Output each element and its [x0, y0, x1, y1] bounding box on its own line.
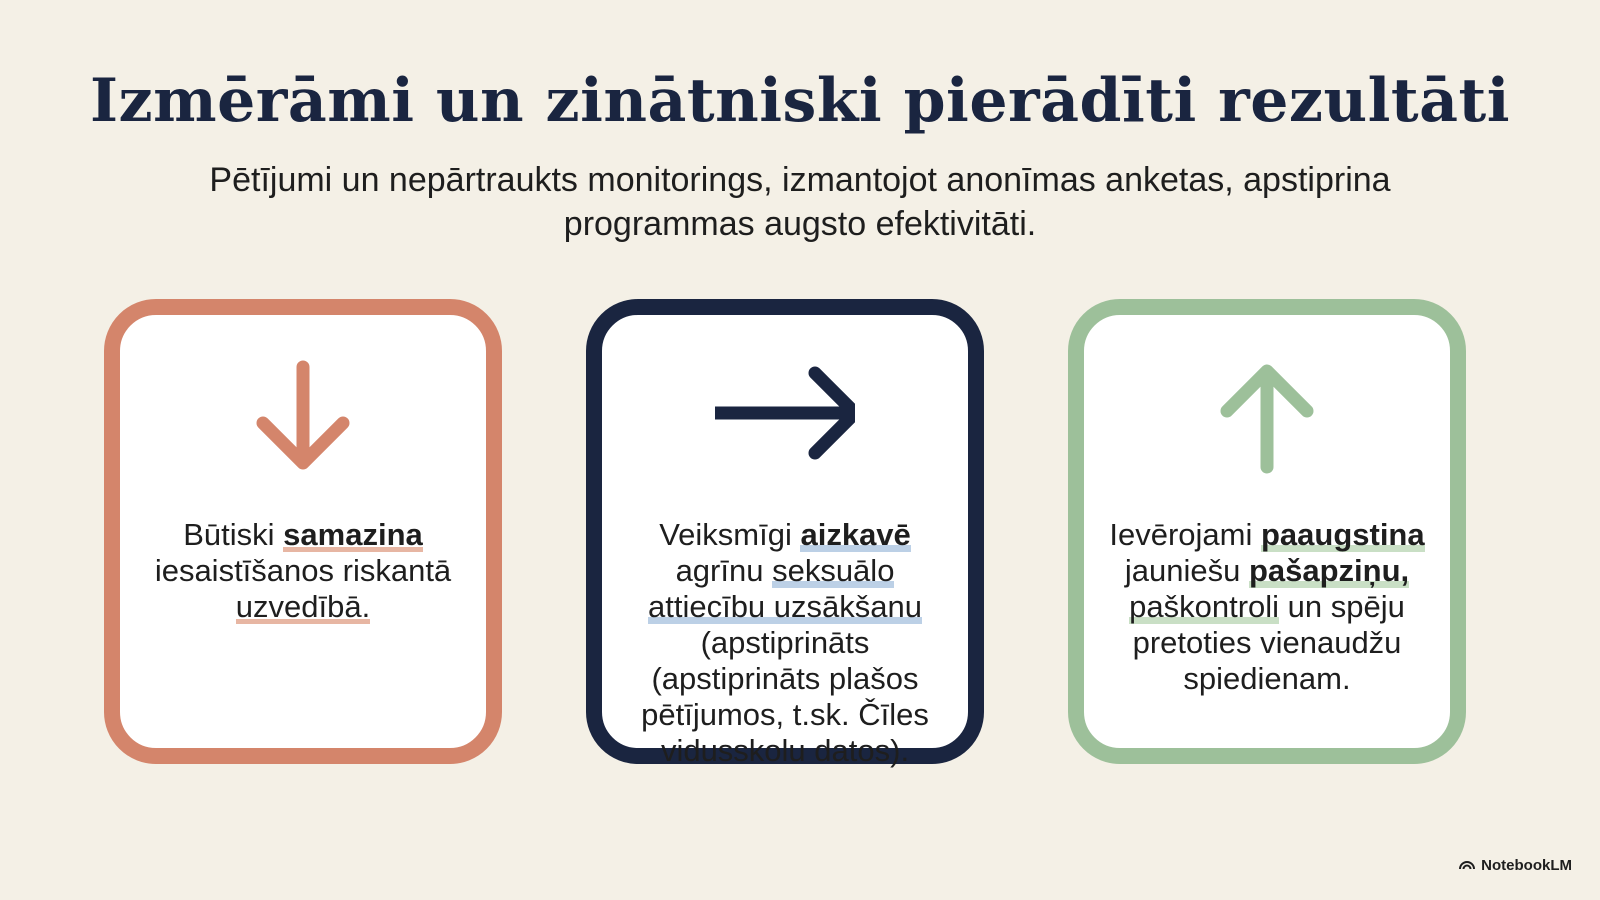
highlight-text: paškontroli: [1129, 589, 1280, 624]
text-segment: agrīnu: [675, 553, 773, 588]
text-segment: (apstiprināts (apstiprināts plašos pētījumos, t.sk. Čīles vidusskolu datos).: [641, 625, 929, 768]
notebooklm-logo-icon: [1459, 857, 1475, 874]
highlight-text: aizkavē: [800, 517, 911, 552]
text-segment: iesaistīšanos riskantā: [154, 553, 452, 588]
highlight-text: uzvedībā.: [235, 589, 371, 624]
text-segment: Ievērojami: [1109, 517, 1261, 552]
text-segment: Veiksmīgi: [659, 517, 801, 552]
card-text: [1106, 517, 1428, 697]
card-self-esteem: [1068, 299, 1466, 764]
highlight-text: samazina: [283, 517, 423, 552]
page-title: Izmērāmi un zinātniski pierādīti rezultāti: [89, 66, 1511, 136]
arrow-down-icon: [233, 345, 373, 485]
highlight-text: pašapziņu,: [1248, 553, 1410, 588]
brand-label: NotebookLM: [1481, 857, 1572, 874]
arrow-right-icon: [715, 345, 855, 485]
arrow-up-icon: [1197, 345, 1337, 485]
card-risk-reduction: [104, 299, 502, 764]
page-subtitle: Pētījumi un nepārtraukts monitorings, izmantojot anonīmas anketas, apstiprina programmas augsto efektivitāti.: [209, 161, 1391, 243]
highlight-text: paaugstina: [1260, 517, 1425, 552]
text-segment: Būtiski: [183, 517, 284, 552]
text-segment: jauniešu: [1124, 553, 1249, 588]
card-text: [624, 517, 946, 769]
notebooklm-branding: [1459, 857, 1572, 874]
card-delay-sexual-initiation: [586, 299, 984, 768]
highlight-text: seksuālo attiecību uzsākšanu: [647, 553, 922, 624]
card-text: [142, 517, 464, 625]
text-segment: un spēju pretoties vienaudžu spiedienam.: [1132, 589, 1405, 696]
